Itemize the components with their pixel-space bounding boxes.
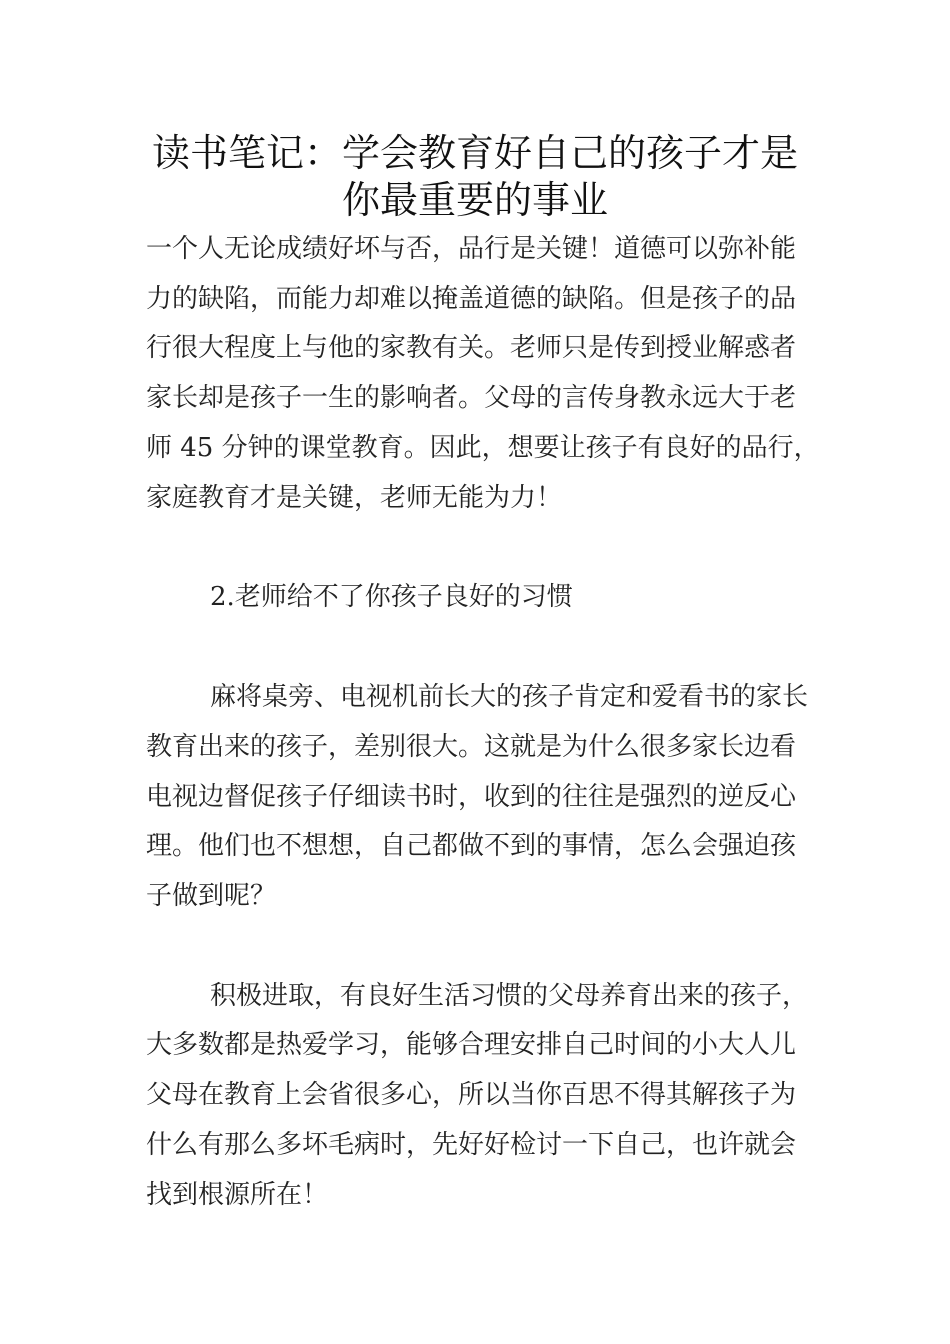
paragraph-1-line: 力的缺陷，而能力却难以掩盖道德的缺陷。但是孩子的品: [146, 284, 797, 314]
paragraph-3-line: 大多数都是热爱学习，能够合理安排自己时间的小大人儿: [146, 1030, 797, 1060]
paragraph-1-line: 家长却是孩子一生的影响者。父母的言传身教永远大于老: [146, 383, 797, 413]
paragraph-2-line: 电视边督促孩子仔细读书时，收到的往往是强烈的逆反心: [146, 782, 797, 812]
paragraph-1-line: 家庭教育才是关键，老师无能为力！: [146, 483, 563, 513]
paragraph-3-line: 父母在教育上会省很多心，所以当你百思不得其解孩子为: [146, 1080, 797, 1110]
paragraph-1-line: 一个人无论成绩好坏与否，品行是关键！道德可以弥补能: [146, 234, 797, 264]
paragraph-3-line: 积极进取，有良好生活习惯的父母养育出来的孩子，: [210, 981, 809, 1011]
paragraph-3-line: 找到根源所在！: [146, 1180, 329, 1210]
paragraph-1-line: 师 45 分钟的课堂教育。因此，想要让孩子有良好的品行，: [146, 433, 820, 463]
section-heading: 2.老师给不了你孩子良好的习惯: [210, 582, 573, 612]
document-title-line-1: 读书笔记：学会教育好自己的孩子才是: [151, 131, 798, 175]
document-title-line-2: 你最重要的事业: [341, 178, 608, 222]
paragraph-2-line: 子做到呢？: [146, 881, 277, 911]
paragraph-2-line: 教育出来的孩子，差别很大。这就是为什么很多家长边看: [146, 732, 797, 762]
paragraph-2-line: 理。他们也不想想，自己都做不到的事情，怎么会强迫孩: [146, 831, 797, 861]
paragraph-3-line: 什么有那么多坏毛病时，先好好检讨一下自己，也许就会: [146, 1130, 797, 1160]
paragraph-2-line: 麻将桌旁、电视机前长大的孩子肯定和爱看书的家长: [210, 682, 809, 712]
paragraph-1-line: 行很大程度上与他的家教有关。老师只是传到授业解惑者: [146, 333, 797, 363]
